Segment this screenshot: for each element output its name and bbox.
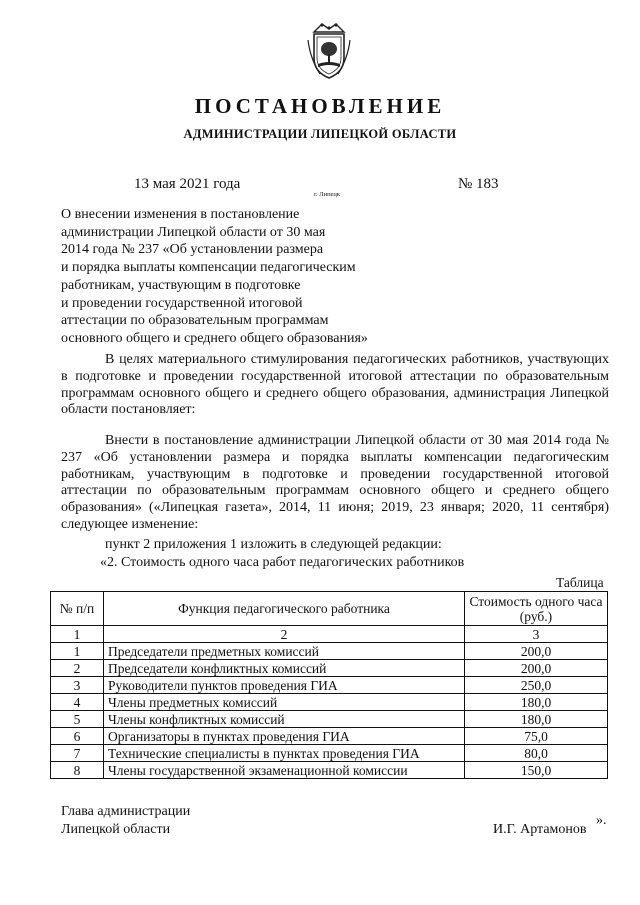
index-cell: 2 — [104, 626, 465, 643]
document-number: № 183 — [458, 176, 499, 192]
row-number: 6 — [51, 728, 104, 745]
row-number: 2 — [51, 660, 104, 677]
row-cost: 250,0 — [465, 677, 608, 694]
amendment-instruction: пункт 2 приложения 1 изложить в следующей редакции: — [105, 537, 442, 552]
table-row — [51, 677, 608, 694]
row-function: Организаторы в пунктах проведения ГИА — [104, 728, 465, 745]
signatory-name: И.Г. Артамонов — [493, 822, 587, 837]
row-number: 1 — [51, 643, 104, 660]
fee-table — [50, 591, 608, 779]
table-caption: Таблица — [556, 575, 604, 590]
table-row — [51, 745, 608, 762]
document-title: ПОСТАНОВЛЕНИЕ — [194, 94, 446, 118]
row-cost: 75,0 — [465, 728, 608, 745]
header-cost: Стоимость одного часа (руб.) — [465, 592, 608, 626]
row-number: 5 — [51, 711, 104, 728]
table-row — [51, 660, 608, 677]
table-row — [51, 762, 608, 779]
issuing-authority: АДМИНИСТРАЦИИ ЛИПЕЦКОЙ ОБЛАСТИ — [183, 127, 457, 141]
row-number: 4 — [51, 694, 104, 711]
row-cost: 150,0 — [465, 762, 608, 779]
table-row — [51, 643, 608, 660]
heading-line: и порядка выплаты компенсации педагогическим — [61, 260, 356, 276]
table-header-row — [51, 592, 608, 626]
table-index-row — [51, 626, 608, 643]
preamble-paragraph: В целях материального стимулирования педагогических работников, участвующих в подготовке и проведении государственной итоговой аттестации по образовательным программам основного общего и среднего общего образования, администрация Липецкой области постановляет: — [61, 352, 609, 418]
row-function: Члены государственной экзаменационной комиссии — [104, 762, 465, 779]
row-number: 7 — [51, 745, 104, 762]
document-heading — [61, 206, 421, 348]
row-cost: 200,0 — [465, 643, 608, 660]
heading-line: работникам, участвующим в подготовке — [61, 277, 301, 293]
row-function: Члены конфликтных комиссий — [104, 711, 465, 728]
table-row — [51, 694, 608, 711]
heading-line: О внесении изменения в постановление — [61, 207, 300, 222]
signatory-position-line2: Липецкой области — [61, 822, 171, 837]
row-cost: 180,0 — [465, 711, 608, 728]
document-date: 13 мая 2021 года — [134, 176, 241, 192]
header-number: № п/п — [51, 592, 104, 626]
closing-quote: ». — [596, 813, 607, 828]
heading-line: администрации Липецкой области от 30 мая — [61, 224, 326, 240]
heading-line: 2014 года № 237 «Об установлении размера — [61, 242, 324, 258]
row-cost: 80,0 — [465, 745, 608, 762]
document-city: г. Липецк — [314, 191, 341, 198]
signatory-position-line1: Глава администрации — [61, 804, 191, 819]
row-number: 8 — [51, 762, 104, 779]
row-function: Члены предметных комиссий — [104, 694, 465, 711]
row-function: Председатели конфликтных комиссий — [104, 660, 465, 677]
new-clause-title: «2. Стоимость одного часа работ педагогических работников — [100, 555, 465, 570]
heading-line: аттестации по образовательным программам — [61, 313, 329, 329]
row-cost: 180,0 — [465, 694, 608, 711]
header-function: Функция педагогического работника — [104, 592, 465, 626]
amendment-paragraph: Внести в постановление администрации Липецкой области от 30 мая 2014 года № 237 «Об установлении размера и порядка выплаты компенсации педагогическим работникам, участвующим в подготовке и проведении государственной итоговой аттестации по образовательным программам основного общего и среднего общего образования» («Липецкая газета», 2014, 11 июня; 2019, 23 января; 2020, 11 сентября) следующее изменение: — [61, 433, 609, 532]
row-function: Руководители пунктов проведения ГИА — [104, 677, 465, 694]
table-row — [51, 711, 608, 728]
row-function: Председатели предметных комиссий — [104, 643, 465, 660]
table-row — [51, 728, 608, 745]
index-cell: 1 — [51, 626, 104, 643]
row-number: 3 — [51, 677, 104, 694]
row-function: Технические специалисты в пунктах проведения ГИА — [104, 745, 465, 762]
row-cost: 200,0 — [465, 660, 608, 677]
coat-of-arms-emblem — [304, 18, 354, 80]
heading-line: основного общего и среднего общего образования» — [61, 330, 368, 346]
heading-line: и проведении государственной итоговой — [61, 295, 303, 311]
index-cell: 3 — [465, 626, 608, 643]
